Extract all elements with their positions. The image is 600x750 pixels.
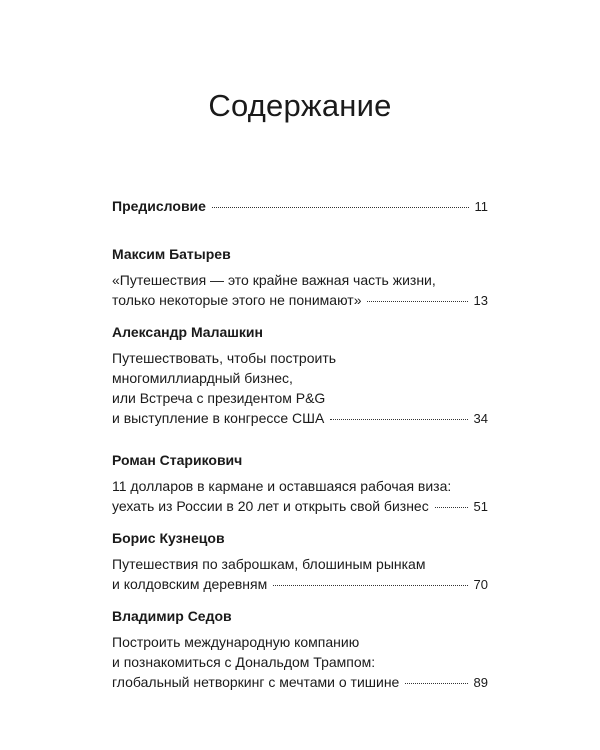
toc-entry bbox=[112, 322, 488, 429]
dot-leader bbox=[273, 585, 467, 586]
toc-entry-author: Александр Малашкин bbox=[112, 324, 263, 340]
dot-leader bbox=[367, 301, 467, 302]
toc-entry-title: Предисловие bbox=[112, 198, 206, 214]
toc-entry bbox=[112, 528, 488, 595]
toc-entry-author: Максим Батырев bbox=[112, 246, 231, 262]
dot-leader bbox=[212, 207, 469, 208]
page-number: 89 bbox=[473, 675, 488, 690]
toc-entry-title-line: или Встреча с президентом P&G bbox=[112, 390, 326, 406]
dot-leader bbox=[330, 419, 467, 420]
toc-entry-title-line: Путешествовать, чтобы построить bbox=[112, 350, 337, 366]
toc-entry-author: Роман Старикович bbox=[112, 452, 243, 468]
toc-entry-line bbox=[112, 408, 488, 429]
toc-entry-title-line: уехать из России в 20 лет и открыть свой бизнес bbox=[112, 498, 429, 514]
page-title: Содержание bbox=[208, 88, 392, 123]
toc-entry-title-line: только некоторые этого не понимают» bbox=[112, 292, 362, 308]
toc-entry-line bbox=[112, 196, 488, 217]
toc-entry-preface bbox=[112, 196, 488, 217]
dot-leader bbox=[435, 507, 468, 508]
page-number: 70 bbox=[473, 577, 488, 592]
toc-entry-line bbox=[112, 672, 488, 693]
toc-entry bbox=[112, 606, 488, 693]
toc-entry-title-line: глобальный нетворкинг с мечтами о тишине bbox=[112, 674, 400, 690]
toc-entry-line bbox=[112, 496, 488, 517]
page-number: 11 bbox=[474, 199, 488, 214]
page-number: 34 bbox=[473, 411, 488, 426]
toc-entry-title-line: и познакомиться с Дональдом Трампом: bbox=[112, 654, 376, 670]
page-number: 13 bbox=[473, 293, 488, 308]
toc-entry-author: Владимир Седов bbox=[112, 608, 232, 624]
toc-entry-line bbox=[112, 290, 488, 311]
toc-entry-author: Борис Кузнецов bbox=[112, 530, 225, 546]
toc-entry-title-line: Построить международную компанию bbox=[112, 634, 360, 650]
toc-entry-title-line: 11 долларов в кармане и оставшаяся рабочая виза: bbox=[112, 478, 452, 494]
toc-entry-title-line: и выступление в конгрессе США bbox=[112, 410, 325, 426]
toc-entry-title-line: Путешествия по заброшкам, блошиным рынкам bbox=[112, 556, 426, 572]
page-number: 51 bbox=[473, 499, 488, 514]
dot-leader bbox=[405, 683, 467, 684]
toc-entry-title-line: «Путешествия — это крайне важная часть жизни, bbox=[112, 272, 436, 288]
toc-entry-line bbox=[112, 574, 488, 595]
toc-entry bbox=[112, 244, 488, 311]
toc-entry-title-line: многомиллиардный бизнес, bbox=[112, 370, 293, 386]
toc-entry-title-line: и колдовским деревням bbox=[112, 576, 268, 592]
toc-entry bbox=[112, 450, 488, 517]
